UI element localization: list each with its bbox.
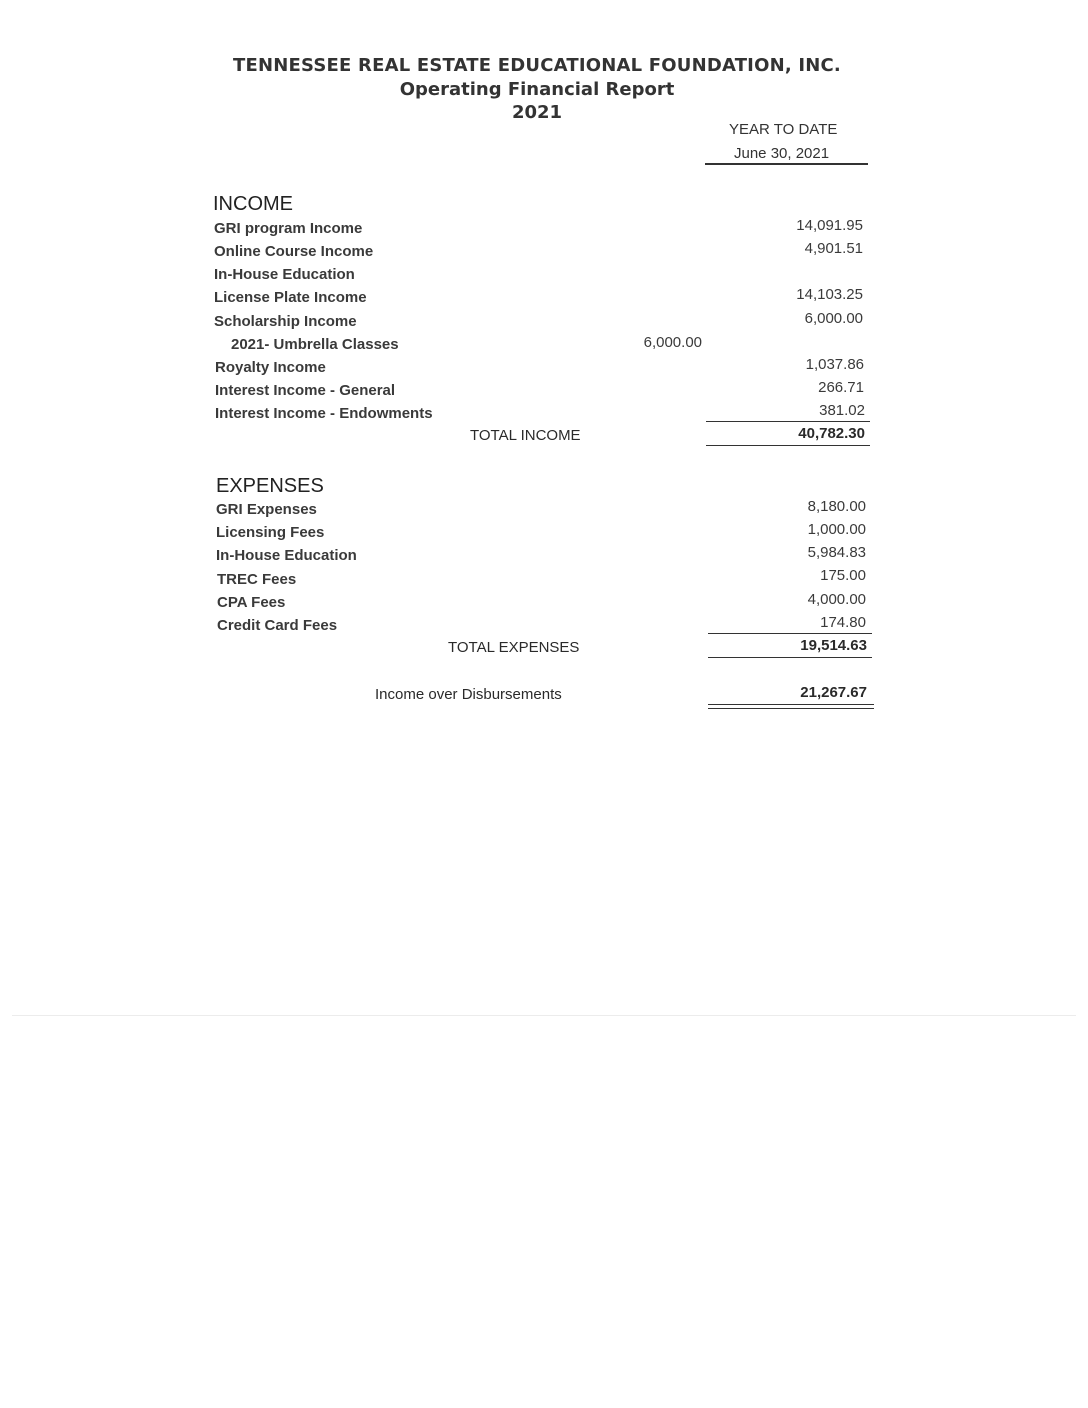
income-item-label: Online Course Income <box>214 243 374 260</box>
expense-item-label: GRI Expenses <box>216 501 317 518</box>
income-item-label: License Plate Income <box>214 289 367 306</box>
column-header-rule <box>705 163 868 165</box>
column-header-date: June 30, 2021 <box>734 145 830 162</box>
income-item-amount: 14,103.25 <box>796 286 863 303</box>
income-subitem-label: 2021- Umbrella Classes <box>231 336 399 353</box>
total-income-amount: 40,782.30 <box>798 425 865 442</box>
total-expenses-label: TOTAL EXPENSES <box>448 639 580 656</box>
organization-name: TENNESSEE REAL ESTATE EDUCATIONAL FOUNDATION, INC. <box>233 55 841 76</box>
page-divider <box>12 1015 1076 1016</box>
expense-item-amount: 1,000.00 <box>807 521 866 538</box>
income-item-amount: 381.02 <box>819 402 865 419</box>
expense-item-amount: 5,984.83 <box>807 544 866 561</box>
expense-item-amount: 174.80 <box>820 614 866 631</box>
report-year: 2021 <box>511 102 563 123</box>
expense-item-amount: 175.00 <box>820 567 866 584</box>
income-item-label: Scholarship Income <box>214 313 357 330</box>
income-item-label: GRI program Income <box>214 220 363 237</box>
net-double-rule-bottom <box>708 708 874 709</box>
report-title: Operating Financial Report <box>399 79 675 100</box>
net-double-rule-top <box>708 704 874 705</box>
income-heading: INCOME <box>213 193 293 215</box>
income-item-label: Royalty Income <box>215 359 326 376</box>
income-item-amount: 14,091.95 <box>796 217 863 234</box>
expenses-subtotal-rule <box>708 633 872 634</box>
income-total-rule <box>706 445 870 446</box>
expenses-total-rule <box>708 657 872 658</box>
income-item-amount: 4,901.51 <box>804 240 863 257</box>
expense-item-label: Credit Card Fees <box>217 617 338 634</box>
income-item-amount: 6,000.00 <box>804 310 863 327</box>
income-over-disbursements-amount: 21,267.67 <box>800 684 867 701</box>
expense-item-label: CPA Fees <box>217 594 286 611</box>
income-subtotal-rule <box>706 421 870 422</box>
income-over-disbursements-label: Income over Disbursements <box>375 686 562 703</box>
income-item-amount: 266.71 <box>818 379 864 396</box>
income-subitem-amount: 6,000.00 <box>643 334 702 351</box>
income-item-label: In-House Education <box>214 266 355 283</box>
expense-item-amount: 8,180.00 <box>807 498 866 515</box>
expenses-heading: EXPENSES <box>216 475 324 497</box>
income-item-amount: 1,037.86 <box>805 356 864 373</box>
income-item-label: Interest Income - Endowments <box>215 405 433 422</box>
total-income-label: TOTAL INCOME <box>470 427 581 444</box>
expense-item-label: In-House Education <box>216 547 357 564</box>
expense-item-label: TREC Fees <box>217 571 297 588</box>
column-header-title: YEAR TO DATE <box>729 121 838 138</box>
expense-item-label: Licensing Fees <box>216 524 325 541</box>
income-item-label: Interest Income - General <box>215 382 396 399</box>
total-expenses-amount: 19,514.63 <box>800 637 867 654</box>
expense-item-amount: 4,000.00 <box>807 591 866 608</box>
